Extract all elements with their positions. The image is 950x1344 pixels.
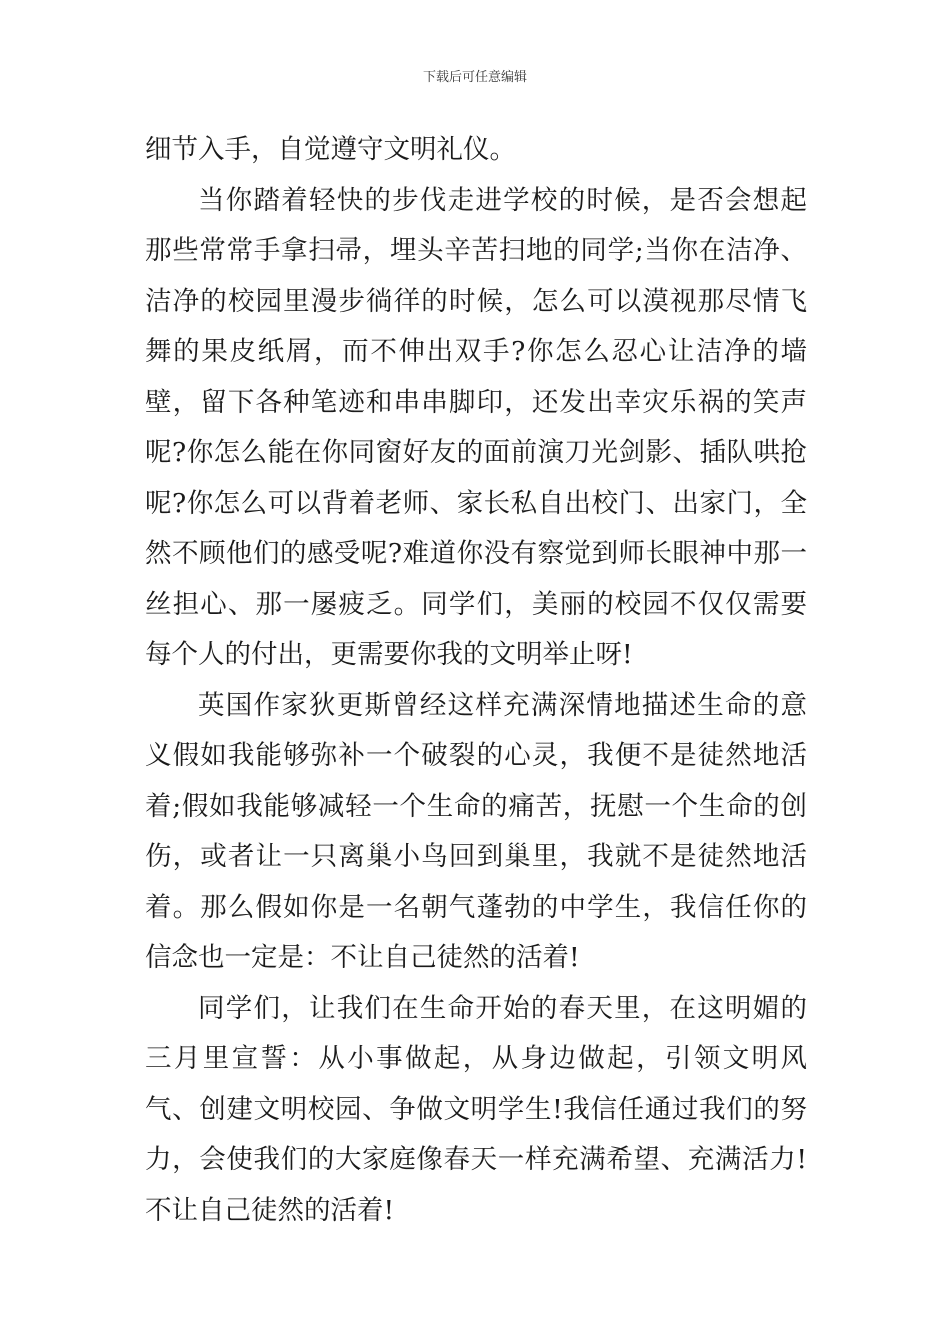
page-header: 下载后可任意编辑 xyxy=(422,70,527,85)
paragraph-2: 当你踏着轻快的步伐走进学校的时候，是否会想起那些常常手拿扫帚，埋头辛苦扫地的同学;当你在洁净、洁净的校园里漫步徜徉的时候，怎么可以漠视那尽情飞舞的果皮纸屑，而不伸出双手?你怎么忍心让洁净的墙壁，留下各种笔迹和串串脚印，还发出幸灾乐祸的笑声呢?你怎么能在你同窗好友的面前演刀光剑影、插队哄抢呢?你怎么可以背着老师、家长私自出校门、出家门，全然不顾他们的感受呢?难道你没有察觉到师长眼神中那一丝担心、那一屡疲乏。同学们，美丽的校园不仅仅需要每个人的付出，更需要你我的文明举止呀! xyxy=(145,184,807,670)
document-body xyxy=(145,125,807,1236)
paragraph-1: 细节入手，自觉遵守文明礼仪。 xyxy=(145,134,516,165)
paragraph-4: 同学们，让我们在生命开始的春天里，在这明媚的三月里宣誓：从小事做起，从身边做起，引领文明风气、创建文明校园、争做文明学生!我信任通过我们的努力，会使我们的大家庭像春天一样充满希望、充满活力!不让自己徒然的活着! xyxy=(145,992,807,1226)
paragraph-3: 英国作家狄更斯曾经这样充满深情地描述生命的意义假如我能够弥补一个破裂的心灵，我便不是徒然地活着;假如我能够减轻一个生命的痛苦，抚慰一个生命的创伤，或者让一只离巢小鸟回到巢里，我就不是徒然地活着。那么假如你是一名朝气蓬勃的中学生，我信任你的信念也一定是：不让自己徒然的活着! xyxy=(145,689,807,973)
